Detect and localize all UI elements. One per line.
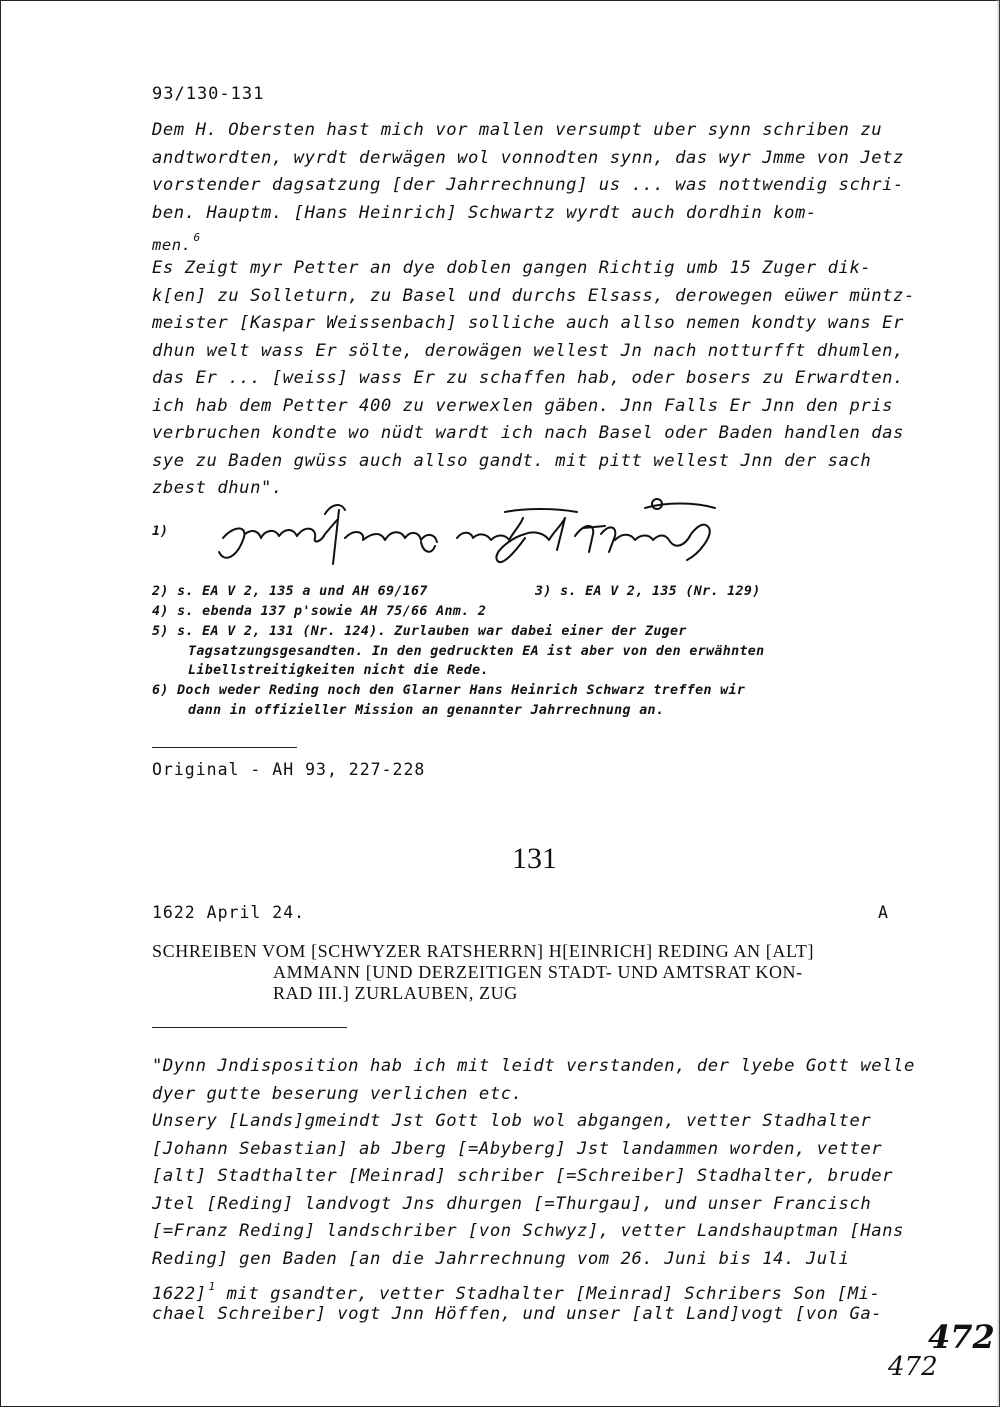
text-line: dhun welt wass Er sölte, derowägen wellest Jn nach notturfft dhumlen, [152,340,904,361]
text-line: ich hab dem Petter 400 zu verwexlen gäben. Jnn Falls Er Jnn den pris [152,395,894,416]
text-line: k[en] zu Solleturn, zu Basel und durchs Elsass, derowegen eüwer müntz- [152,285,915,306]
text-line: meister [Kaspar Weissenbach] solliche auch allso nemen kondty wans Er [152,313,904,333]
text-fragment: 1622] [152,1284,207,1304]
text-fragment: mit gsandter, vetter Stadhalter [Meinrad] Schribers Son [Mi- [215,1284,881,1304]
document-title-line-3: RAD III.] ZURLAUBEN, ZUG [273,983,518,1003]
footnote-4: 4) s. ebenda 137 p'sowie AH 75/66 Anm. 2 [152,604,487,619]
text-line: sye zu Baden gwüss auch allso gandt. mit pitt wellest Jnn der sach [152,450,872,471]
footnote-3: 3) s. EA V 2, 135 (Nr. 129) [535,584,761,599]
document-title: SCHREIBEN VOM [SCHWYZER RATSHERRN] H[EINRICH] REDING AN [ALT] [152,941,815,961]
document-date: 1622 April 24. [152,903,306,922]
footnote-5-line-2: Tagsatzungsgesandten. In den gedruckten EA ist aber von den erwähnten [188,644,765,659]
text-line: das Er ... [weiss] wass Er zu schaffen hab, oder bosers zu Erwardten. [152,368,904,388]
page-number-handwritten-secondary: 472 [888,1352,938,1382]
document-marker: A [878,903,888,922]
text-line: "Dynn Jndisposition hab ich mit leidt verstanden, der lyebe Gott welle [152,1056,915,1076]
text-line: Unsery [Lands]gmeindt Jst Gott lob wol abgangen, vetter Stadhalter [152,1111,872,1131]
text-line: Dem H. Obersten hast mich vor mallen versumpt uber synn schriben zu [152,120,883,140]
text-line: zbest dhun". [152,478,283,498]
document-number: 131 [512,842,557,875]
footnote-1-number: 1) [152,524,169,539]
text-line: andtwordten, wyrdt derwägen wol vonnodten synn, das wyr Jmme von Jetz [152,147,904,168]
source-line: Original - AH 93, 227-228 [152,760,426,779]
document-reference: 93/130-131 [152,84,265,104]
handwritten-quote-image [205,494,725,572]
footnote-6: 6) Doch weder Reding noch den Glarner Hans Heinrich Schwarz treffen wir [152,683,746,698]
text-line: chael Schreiber] vogt Jnn Höffen, und unser [alt Land]vogt [von Ga- [152,1303,883,1324]
footnote-2: 2) s. EA V 2, 135 a und AH 69/167 [152,584,428,599]
letter-130-text [152,117,922,503]
text-line: vorstender dagsatzung [der Jahrrechnung] us ... was nottwendig schri- [152,175,904,195]
footnote-6-line-2: dann in offizieller Mission an genannter Jahrrechnung an. [188,703,665,718]
letter-131-text [152,1053,922,1328]
footnote-5: 5) s. EA V 2, 131 (Nr. 124). Zurlauben war dabei einer der Zuger [152,624,687,639]
page-number-handwritten: 472 [928,1318,995,1356]
document-title-line-2: AMMANN [UND DERZEITIGEN STADT- UND AMTSRAT KON- [273,962,803,982]
separator-rule [152,747,297,748]
text-line: Es Zeigt myr Petter an dye doblen gangen Richtig umb 15 Zuger dik- [152,258,872,278]
text-line: dyer gutte beserung verlichen etc. [152,1083,523,1104]
text-line: [Johann Sebastian] ab Jberg [=Abyberg] Jst landammen worden, vetter [152,1138,883,1159]
text-line: ben. Hauptm. [Hans Heinrich] Schwartz wyrdt auch dordhin kom- [152,202,817,223]
text-line: Jtel [Reding] landvogt Jns dhurgen [=Thurgau], und unser Francisch [152,1193,872,1214]
text-line [152,227,922,254]
text-line: [alt] Stadthalter [Meinrad] schriber [=Schreiber] Stadhalter, bruder [152,1166,894,1186]
text-line: verbruchen kondte wo nüdt wardt ich nach Basel oder Baden handlen das [152,423,904,443]
footnote-5-line-3: Libellstreitigkeiten nicht die Rede. [188,663,489,678]
text-line [152,1273,922,1304]
text-fragment: men. [152,236,192,254]
text-line: Reding] gen Baden [an die Jahrrechnung vom 26. Juni bis 14. Juli [152,1248,850,1269]
text-line: [=Franz Reding] landschriber [von Schwyz], vetter Landshauptman [Hans [152,1221,904,1241]
footnote-marker: 1 [208,1280,216,1293]
separator-rule [152,1027,347,1028]
scan-edge [996,0,1000,1407]
footnote-marker: 6 [193,231,201,244]
